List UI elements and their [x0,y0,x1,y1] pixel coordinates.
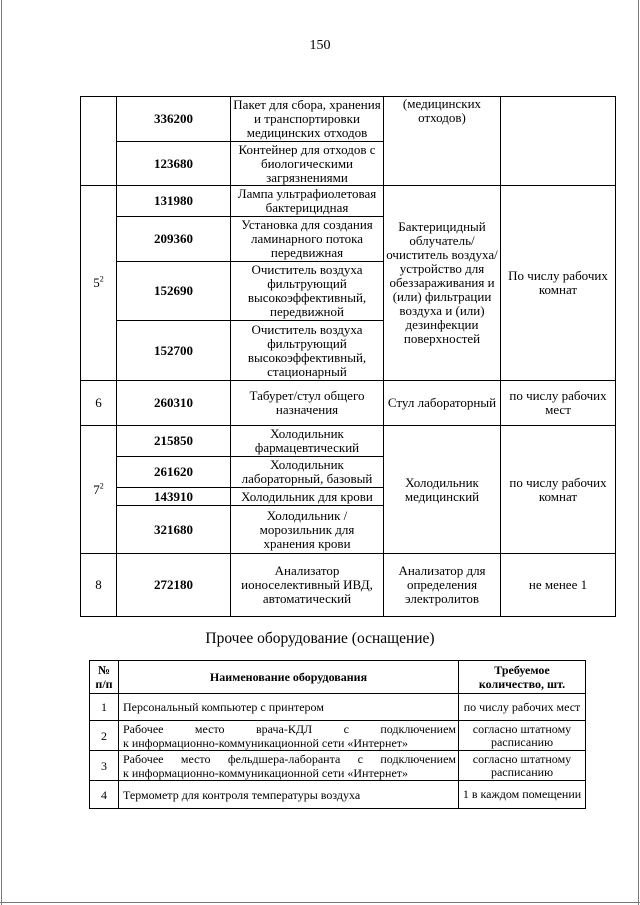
row-number: 2 [90,721,119,751]
required-quantity: 1 в каждом помещении [459,781,586,809]
equipment-type: Стул лабораторный [384,381,501,426]
row-number-cell: $7^2$ [81,426,117,554]
row-number-cell: $5^2$ [81,186,117,381]
table-row [81,186,616,217]
table-row [90,781,586,809]
equipment-name: Контейнер для отходов с биологическими загрязнениями [231,142,384,186]
section-heading: Прочее оборудование (оснащение) [205,630,435,647]
table-row [90,721,586,751]
equipment-name: Анализатор ионоселективный ИВД, автоматический [231,554,384,617]
equipment-name: Термометр для контроля температуры воздуха [119,781,459,809]
required-quantity: согласно штатному расписанию [459,751,586,781]
equipment-name: Табурет/стул общего назначения [231,381,384,426]
header-number: № п/п [90,661,119,694]
scan-edge-right [638,0,639,905]
header-required: Требуемое количество, шт. [459,661,586,694]
equipment-name: Холодильник фармацевтический [231,426,384,457]
equipment-name: Холодильник /морозильник для хранения крови [231,506,384,554]
equipment-code: 209360 [117,217,231,262]
equipment-type: Холодильник медицинский [384,426,501,554]
table-header-row [90,661,586,694]
row-number: 3 [90,751,119,781]
equipment-name: Рабочее место фельдшера-лаборанта с подключением к информационно-коммуникационной сети «Интернет» [119,751,459,781]
scan-edge-left [1,0,2,905]
equipment-code: 123680 [117,142,231,186]
table-row [90,751,586,781]
equipment-type: Анализатор для определения электролитов [384,554,501,617]
required-quantity: по числу рабочих мест [459,694,586,721]
equipment-table [80,96,616,617]
required-quantity: согласно штатному расписанию [459,721,586,751]
quantity-cell: по числу рабочих мест [501,381,616,426]
equipment-code: 152690 [117,262,231,321]
table-row [81,426,616,457]
other-equipment-table [89,660,586,809]
table-row [81,97,616,142]
quantity-cell: По числу рабочих комнат [501,186,616,381]
equipment-code: 143910 [117,488,231,506]
equipment-code: 215850 [117,426,231,457]
table-row [81,381,616,426]
quantity-cell [501,97,616,186]
equipment-type: Бактерицидный облучатель/ очиститель воздуха/ устройство для обеззараживания и (или) фильтрации воздуха и (или) дезинфекции поверхностей [384,186,501,381]
table-row [81,554,616,617]
equipment-code: 321680 [117,506,231,554]
equipment-name: Холодильник для крови [231,488,384,506]
equipment-name: Лампа ультрафиолетовая бактерицидная [231,186,384,217]
row-number: 1 [90,694,119,721]
equipment-name: Пакет для сбора, хранения и транспортировки медицинских отходов [231,97,384,142]
equipment-name: Установка для создания ламинарного потока передвижная [231,217,384,262]
equipment-code: 131980 [117,186,231,217]
equipment-name: Рабочее место врача-КДЛ с подключением к информационно-коммуникационной сети «Интернет» [119,721,459,751]
page-number: 150 [309,38,331,53]
equipment-code: 261620 [117,457,231,488]
equipment-name: Очиститель воздуха фильтрующий высокоэффективный, передвижной [231,262,384,321]
row-number-cell [81,97,117,186]
equipment-name: Очиститель воздуха фильтрующий высокоэффективный, стационарный [231,321,384,381]
equipment-code: 272180 [117,554,231,617]
equipment-type: (медицинских отходов) [384,97,501,186]
equipment-code: 260310 [117,381,231,426]
row-number: 4 [90,781,119,809]
row-number-cell: 6 [81,381,117,426]
header-name: Наименование оборудования [119,661,459,694]
equipment-code: 336200 [117,97,231,142]
equipment-name: Холодильник лабораторный, базовый [231,457,384,488]
equipment-name: Персональный компьютер с принтером [119,694,459,721]
equipment-code: 152700 [117,321,231,381]
table-row [90,694,586,721]
row-number-cell: 8 [81,554,117,617]
quantity-cell: не менее 1 [501,554,616,617]
scan-edge-bottom [0,902,640,903]
quantity-cell: по числу рабочих комнат [501,426,616,554]
